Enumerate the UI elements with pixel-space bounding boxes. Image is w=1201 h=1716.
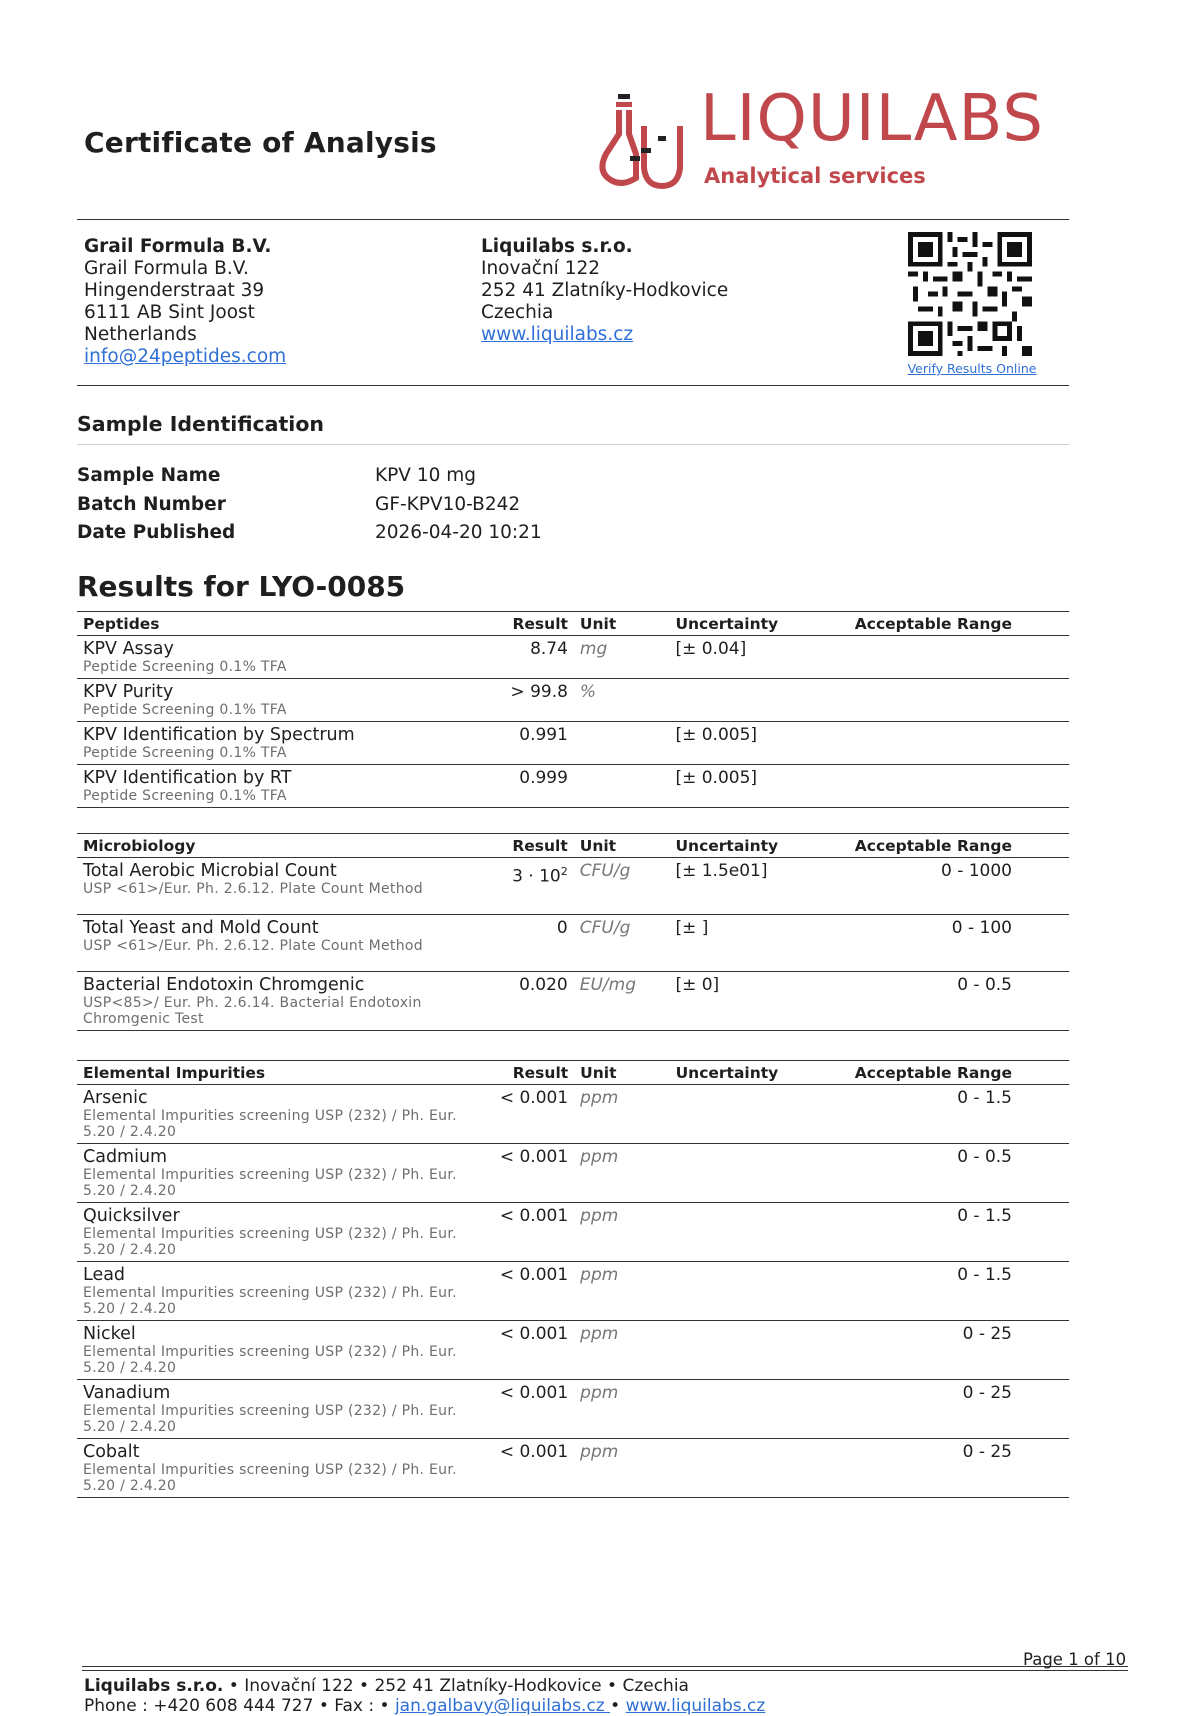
unit-cell: mg xyxy=(574,636,670,679)
uncertainty-cell: [± ] xyxy=(669,915,848,972)
range-cell xyxy=(849,765,1069,808)
lab-address-line: Czechia xyxy=(481,302,554,323)
uncertainty-cell xyxy=(670,1262,849,1321)
table-row xyxy=(77,1439,1069,1498)
footer-address: • Inovační 122 • 252 41 Zlatníky-Hodkovice • Czechia xyxy=(223,1676,689,1696)
footer-contact: Phone : +420 608 444 727 • Fax : • xyxy=(84,1696,395,1716)
result-column-header: Result xyxy=(478,834,574,858)
range-cell: 0 - 25 xyxy=(849,1380,1069,1439)
unit-cell: CFU/g xyxy=(574,915,670,972)
result-cell xyxy=(478,765,574,808)
uncertainty-column-header: Uncertainty xyxy=(669,612,848,636)
test-method: Elemental Impurities screening USP (232) / Ph. Eur. 5.20 / 2.4.20 xyxy=(83,1462,457,1494)
test-cell xyxy=(77,1439,478,1498)
test-cell xyxy=(77,1321,478,1380)
test-cell xyxy=(77,858,478,915)
test-cell xyxy=(77,679,478,722)
unit-cell: ppm xyxy=(574,1321,669,1380)
uncertainty-cell xyxy=(670,1203,849,1262)
test-name: Vanadium xyxy=(83,1383,171,1403)
table-row xyxy=(77,972,1069,1031)
test-method: Elemental Impurities screening USP (232) / Ph. Eur. 5.20 / 2.4.20 xyxy=(83,1344,457,1376)
test-cell xyxy=(77,1085,478,1144)
range-cell xyxy=(849,679,1069,722)
uncertainty-column-header: Uncertainty xyxy=(669,834,848,858)
table-row xyxy=(77,722,1069,765)
client-address-line: 6111 AB Sint Joost xyxy=(84,302,255,323)
range-cell xyxy=(849,636,1069,679)
unit-cell: ppm xyxy=(574,1203,669,1262)
result-cell xyxy=(478,972,574,1031)
test-name: Cadmium xyxy=(83,1147,168,1167)
table-row xyxy=(77,1203,1069,1262)
footer-separator: • xyxy=(610,1696,626,1716)
test-method: Elemental Impurities screening USP (232) / Ph. Eur. 5.20 / 2.4.20 xyxy=(83,1108,457,1140)
test-method: Elemental Impurities screening USP (232) / Ph. Eur. 5.20 / 2.4.20 xyxy=(83,1226,457,1258)
unit-cell: % xyxy=(574,679,670,722)
uncertainty-cell xyxy=(669,679,848,722)
uncertainty-cell: [± 0.005] xyxy=(669,765,848,808)
lab-website-link[interactable]: www.liquilabs.cz xyxy=(481,324,634,345)
table-row xyxy=(77,1085,1069,1144)
test-method: USP<85>/ Eur. Ph. 2.6.14. Bacterial Endotoxin Chromgenic Test xyxy=(83,995,422,1027)
client-address xyxy=(84,236,286,368)
result-value: < 0.001 xyxy=(499,1442,569,1462)
range-column-header: Acceptable Range xyxy=(849,1061,1069,1085)
test-cell xyxy=(77,1380,478,1439)
range-cell: 0 - 1.5 xyxy=(849,1262,1069,1321)
result-value: 0.999 xyxy=(519,768,568,788)
test-cell xyxy=(77,636,478,679)
sample-name-label: Sample Name xyxy=(77,465,221,486)
lab-address xyxy=(481,236,728,346)
table-row xyxy=(77,858,1069,915)
unit-column-header: Unit xyxy=(574,612,670,636)
result-value: < 0.001 xyxy=(499,1265,569,1285)
unit-cell xyxy=(574,765,670,808)
test-method: Elemental Impurities screening USP (232) / Ph. Eur. 5.20 / 2.4.20 xyxy=(83,1285,457,1317)
logo-wordmark: LIQUILABS xyxy=(700,82,1044,156)
table-row xyxy=(77,679,1069,722)
table-row xyxy=(77,636,1069,679)
date-published-value: 2026-04-20 10:21 xyxy=(375,522,542,543)
result-cell xyxy=(478,1262,574,1321)
client-email-link[interactable]: info@24peptides.com xyxy=(84,346,287,367)
uncertainty-cell: [± 1.5e01] xyxy=(669,858,848,915)
range-cell xyxy=(849,722,1069,765)
result-value: < 0.001 xyxy=(499,1206,569,1226)
table-row xyxy=(77,1262,1069,1321)
result-value: 0 xyxy=(556,918,568,938)
batch-number-label: Batch Number xyxy=(77,493,226,515)
uncertainty-cell xyxy=(670,1380,849,1439)
test-name: Nickel xyxy=(83,1324,136,1344)
result-exponent: 2 xyxy=(560,865,568,878)
batch-number-value: GF-KPV10-B242 xyxy=(375,493,521,515)
uncertainty-cell xyxy=(670,1321,849,1380)
result-column-header: Result xyxy=(478,612,574,636)
range-cell: 0 - 0.5 xyxy=(849,1144,1069,1203)
sample-section-divider xyxy=(77,444,1069,445)
client-address-line: Hingenderstraat 39 xyxy=(84,280,265,301)
result-cell xyxy=(478,858,574,915)
sample-section-title: Sample Identification xyxy=(77,412,325,436)
result-value: > 99.8 xyxy=(510,682,568,702)
footer xyxy=(84,1676,765,1716)
result-cell xyxy=(478,1321,574,1380)
test-cell xyxy=(77,765,478,808)
uncertainty-cell: [± 0] xyxy=(669,972,848,1031)
peptides-table xyxy=(77,611,1069,808)
unit-cell: ppm xyxy=(574,1085,669,1144)
uncertainty-cell xyxy=(670,1085,849,1144)
unit-cell: ppm xyxy=(574,1262,669,1321)
footer-company: Liquilabs s.r.o. xyxy=(84,1676,224,1696)
result-value: < 0.001 xyxy=(499,1088,569,1108)
uncertainty-column-header: Uncertainty xyxy=(670,1061,849,1085)
uncertainty-cell xyxy=(670,1144,849,1203)
range-cell: 0 - 1.5 xyxy=(849,1085,1069,1144)
unit-cell: ppm xyxy=(574,1439,669,1498)
range-column-header: Acceptable Range xyxy=(849,612,1069,636)
result-cell xyxy=(478,915,574,972)
range-cell: 0 - 0.5 xyxy=(849,972,1069,1031)
result-value: < 0.001 xyxy=(499,1383,569,1403)
range-cell: 0 - 1000 xyxy=(849,858,1069,915)
uncertainty-cell: [± 0.04] xyxy=(669,636,848,679)
table-heading: Peptides xyxy=(77,612,478,636)
test-cell xyxy=(77,1262,478,1321)
lab-address-line: Inovační 122 xyxy=(481,258,601,279)
test-method: USP <61>/Eur. Ph. 2.6.12. Plate Count Method xyxy=(83,881,423,897)
sample-name-value: KPV 10 mg xyxy=(375,465,477,486)
lab-address-line: 252 41 Zlatníky-Hodkovice xyxy=(481,280,729,301)
test-method: Peptide Screening 0.1% TFA xyxy=(83,745,287,761)
verify-results-link[interactable]: Verify Results Online xyxy=(907,361,1037,376)
test-name: KPV Identification by Spectrum xyxy=(83,725,355,745)
footer-email-link[interactable]: jan.galbavy@liquilabs.cz xyxy=(394,1696,611,1716)
test-cell xyxy=(77,1144,478,1203)
unit-cell: ppm xyxy=(574,1144,669,1203)
page-title: Certificate of Analysis xyxy=(84,126,437,159)
test-method: Elemental Impurities screening USP (232) / Ph. Eur. 5.20 / 2.4.20 xyxy=(83,1403,457,1435)
result-cell xyxy=(478,722,574,765)
table-heading: Microbiology xyxy=(77,834,478,858)
header-divider xyxy=(77,219,1069,220)
footer-website-link[interactable]: www.liquilabs.cz xyxy=(625,1696,766,1716)
result-value: 0.020 xyxy=(519,975,568,995)
result-column-header: Result xyxy=(478,1061,574,1085)
test-cell xyxy=(77,1203,478,1262)
test-name: Arsenic xyxy=(83,1088,148,1108)
client-address-line: Netherlands xyxy=(84,324,197,345)
footer-divider xyxy=(82,1666,1128,1667)
test-cell xyxy=(77,722,478,765)
address-divider xyxy=(77,385,1069,386)
unit-cell xyxy=(574,722,670,765)
uncertainty-cell xyxy=(670,1439,849,1498)
test-method: Elemental Impurities screening USP (232) / Ph. Eur. 5.20 / 2.4.20 xyxy=(83,1167,457,1199)
test-name: Lead xyxy=(83,1265,126,1285)
results-title: Results for LYO-0085 xyxy=(77,570,406,603)
client-name: Grail Formula B.V. xyxy=(84,236,272,257)
test-name: KPV Identification by RT xyxy=(83,768,292,788)
result-cell xyxy=(478,1085,574,1144)
table-row xyxy=(77,1144,1069,1203)
lab-name: Liquilabs s.r.o. xyxy=(481,236,633,257)
test-method: Peptide Screening 0.1% TFA xyxy=(83,659,287,675)
result-cell xyxy=(478,1144,574,1203)
table-row xyxy=(77,765,1069,808)
test-method: Peptide Screening 0.1% TFA xyxy=(83,702,287,718)
test-name: KPV Assay xyxy=(83,639,174,659)
client-address-line: Grail Formula B.V. xyxy=(84,258,249,279)
result-value: < 0.001 xyxy=(499,1147,569,1167)
table-heading: Elemental Impurities xyxy=(77,1061,478,1085)
unit-cell: EU/mg xyxy=(574,972,670,1031)
footer-divider xyxy=(82,1670,1128,1671)
test-cell xyxy=(77,972,478,1031)
liquilabs-logo xyxy=(598,82,1068,192)
table-row xyxy=(77,915,1069,972)
date-published-label: Date Published xyxy=(77,522,236,543)
table-row xyxy=(77,1380,1069,1439)
qr-code-icon[interactable] xyxy=(908,232,1032,356)
page-number: Page 1 of 10 xyxy=(1023,1650,1127,1669)
microbiology-table xyxy=(77,833,1069,1031)
range-cell: 0 - 25 xyxy=(849,1439,1069,1498)
test-cell xyxy=(77,915,478,972)
result-value: 3 · 10 xyxy=(512,866,561,887)
range-column-header: Acceptable Range xyxy=(849,834,1069,858)
result-value: 0.991 xyxy=(519,725,568,745)
result-cell xyxy=(478,636,574,679)
result-cell xyxy=(478,1439,574,1498)
test-name: Cobalt xyxy=(83,1442,140,1462)
result-value: 8.74 xyxy=(530,639,568,659)
result-cell xyxy=(478,1203,574,1262)
range-cell: 0 - 100 xyxy=(849,915,1069,972)
unit-cell: CFU/g xyxy=(574,858,670,915)
unit-column-header: Unit xyxy=(574,1061,669,1085)
test-name: KPV Purity xyxy=(83,682,174,702)
test-name: Total Aerobic Microbial Count xyxy=(83,861,337,881)
result-cell xyxy=(478,1380,574,1439)
range-cell: 0 - 25 xyxy=(849,1321,1069,1380)
unit-column-header: Unit xyxy=(574,834,670,858)
table-row xyxy=(77,1321,1069,1380)
test-name: Total Yeast and Mold Count xyxy=(83,918,319,938)
test-method: USP <61>/Eur. Ph. 2.6.12. Plate Count Method xyxy=(83,938,423,954)
result-cell xyxy=(478,679,574,722)
test-name: Bacterial Endotoxin Chromgenic xyxy=(83,975,365,995)
uncertainty-cell: [± 0.005] xyxy=(669,722,848,765)
range-cell: 0 - 1.5 xyxy=(849,1203,1069,1262)
test-name: Quicksilver xyxy=(83,1206,180,1226)
flask-logo-icon xyxy=(598,92,688,192)
table-header-row xyxy=(77,612,1069,636)
elemental-impurities-table xyxy=(77,1060,1069,1498)
logo-subtitle: Analytical services xyxy=(704,164,926,188)
unit-cell: ppm xyxy=(574,1380,669,1439)
test-method: Peptide Screening 0.1% TFA xyxy=(83,788,287,804)
table-header-row xyxy=(77,1061,1069,1085)
result-value: < 0.001 xyxy=(499,1324,569,1344)
table-header-row xyxy=(77,834,1069,858)
